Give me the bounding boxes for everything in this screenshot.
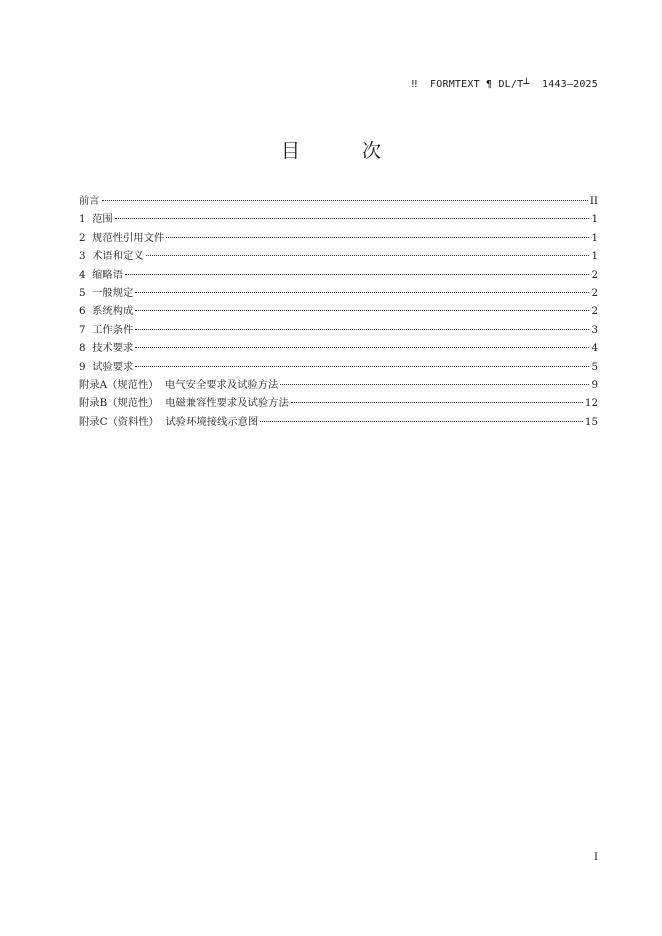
- toc-entry-page: 2: [591, 286, 598, 299]
- toc-entry-annex-c[interactable]: [79, 413, 598, 431]
- toc-entry-page: 3: [591, 323, 598, 336]
- toc-entry-system-composition[interactable]: [79, 302, 598, 320]
- toc-entry-abbreviations[interactable]: [79, 266, 598, 284]
- toc-entry-page: 1: [591, 213, 598, 226]
- page-number: I: [594, 852, 598, 863]
- dot-leader: [260, 421, 583, 422]
- toc-entry-annex-a[interactable]: [79, 376, 598, 394]
- dot-leader: [135, 329, 589, 330]
- toc-entry-label: 6 系统构成: [79, 305, 134, 318]
- toc-entry-page: II: [589, 195, 598, 207]
- dot-leader: [135, 347, 589, 348]
- toc-entry-working-conditions[interactable]: [79, 321, 598, 339]
- toc-entry-label: 9 试验要求: [79, 360, 134, 373]
- table-of-contents: [79, 192, 598, 431]
- toc-entry-test-requirements[interactable]: [79, 358, 598, 376]
- dot-leader: [135, 310, 589, 311]
- toc-entry-label: 8 技术要求: [79, 342, 134, 355]
- toc-entry-page: 5: [591, 360, 598, 373]
- toc-entry-general-provisions[interactable]: [79, 284, 598, 302]
- toc-entry-label: 2 规范性引用文件: [79, 231, 165, 244]
- toc-entry-label: 1 范围: [79, 213, 113, 226]
- dot-leader: [125, 274, 589, 275]
- toc-entry-technical-requirements[interactable]: [79, 339, 598, 357]
- toc-entry-page: 1: [591, 231, 598, 244]
- toc-entry-page: 2: [591, 305, 598, 318]
- toc-entry-label: 7 工作条件: [79, 323, 134, 336]
- toc-entry-label: 附录B（规范性） 电磁兼容性要求及试验方法: [79, 397, 289, 410]
- toc-entry-page: 1: [591, 250, 598, 263]
- toc-entry-page: 12: [584, 397, 598, 410]
- toc-entry-terms-definitions[interactable]: [79, 247, 598, 265]
- toc-entry-foreword[interactable]: [79, 192, 598, 210]
- toc-entry-label: 4 缩略语: [79, 268, 123, 281]
- dot-leader: [135, 366, 589, 367]
- dot-leader: [166, 237, 589, 238]
- toc-entry-label: 附录A（规范性） 电气安全要求及试验方法: [79, 378, 279, 391]
- toc-entry-label: 附录C（资料性） 试验环境接线示意图: [79, 415, 259, 428]
- toc-entry-page: 2: [591, 268, 598, 281]
- toc-entry-page: 9: [591, 378, 598, 391]
- dot-leader: [102, 200, 588, 201]
- dot-leader: [291, 402, 583, 403]
- toc-entry-page: 15: [584, 415, 598, 428]
- dot-leader: [115, 218, 590, 219]
- toc-entry-label: 5 一般规定: [79, 286, 134, 299]
- toc-entry-annex-b[interactable]: [79, 394, 598, 412]
- toc-entry-scope[interactable]: [79, 210, 598, 228]
- dot-leader: [280, 384, 589, 385]
- dot-leader: [135, 292, 589, 293]
- toc-title: 目 次: [280, 140, 410, 162]
- toc-entry-label: 前言: [79, 195, 100, 207]
- dot-leader: [146, 255, 590, 256]
- toc-entry-page: 4: [591, 342, 598, 355]
- toc-entry-normative-references[interactable]: [79, 229, 598, 247]
- standard-code-header: ‼ FORMTEXT ¶ DL/T┴ 1443—2025: [411, 79, 598, 90]
- toc-entry-label: 3 术语和定义: [79, 250, 144, 263]
